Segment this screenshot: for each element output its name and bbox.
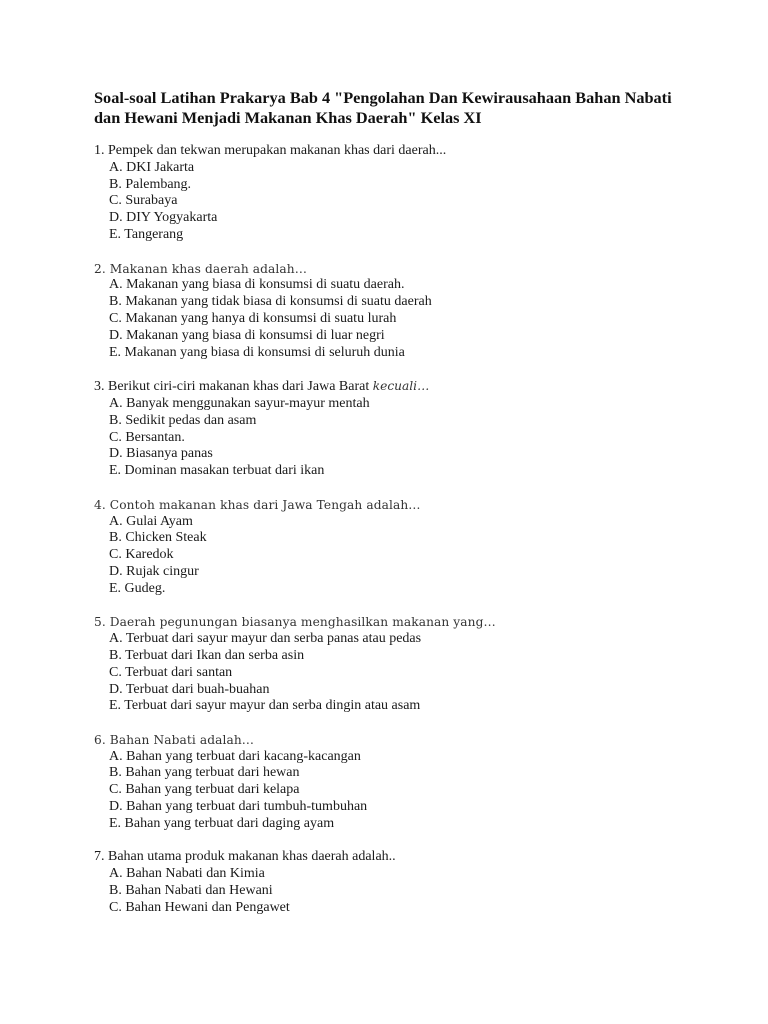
answer-option: E. Bahan yang terbuat dari daging ayam	[109, 815, 335, 831]
answer-options	[94, 749, 684, 833]
answer-options	[94, 396, 684, 480]
answer-options	[94, 160, 684, 244]
question-3	[94, 378, 684, 480]
answer-option: E. Terbuat dari sayur mayur dan serba dingin atau asam	[109, 698, 421, 714]
question-text: 1. Pempek dan tekwan merupakan makanan khas dari daerah...	[94, 143, 447, 158]
answer-options	[94, 866, 684, 916]
answer-option: E. Makanan yang biasa di konsumsi di seluruh dunia	[109, 344, 405, 360]
answer-option: D. Biasanya panas	[109, 446, 213, 462]
answer-option: C. Terbuat dari santan	[109, 664, 233, 680]
answer-options	[94, 277, 684, 361]
answer-option: C. Karedok	[109, 547, 174, 563]
answer-option: E. Tangerang	[109, 226, 184, 242]
answer-option: B. Makanan yang tidak biasa di konsumsi di suatu daerah	[109, 294, 432, 310]
answer-options	[94, 514, 684, 598]
question-emphasis: kecuali…	[372, 379, 430, 394]
answer-option: E. Dominan masakan terbuat dari ikan	[109, 463, 325, 479]
question-7	[94, 849, 684, 916]
question-1	[94, 143, 684, 244]
answer-option: B. Bahan yang terbuat dari hewan	[109, 765, 300, 781]
answer-option: A. DKI Jakarta	[109, 159, 195, 175]
question-text: 3. Berikut ciri-ciri makanan khas dari Jawa Barat	[94, 379, 373, 395]
answer-option: C. Surabaya	[109, 193, 178, 209]
question-6	[94, 732, 684, 833]
question-text: 7. Bahan utama produk makanan khas daerah adalah..	[94, 849, 396, 865]
answer-option: B. Sedikit pedas dan asam	[109, 412, 257, 428]
answer-option: B. Chicken Steak	[109, 530, 207, 546]
answer-option: A. Bahan yang terbuat dari kacang-kacangan	[109, 748, 361, 764]
answer-option: A. Gulai Ayam	[109, 513, 193, 529]
question-text: 2. Makanan khas daerah adalah…	[94, 261, 307, 276]
answer-option: A. Bahan Nabati dan Kimia	[109, 866, 265, 882]
answer-option: C. Bahan yang terbuat dari kelapa	[109, 782, 300, 798]
answer-option: D. Terbuat dari buah-buahan	[109, 681, 270, 697]
question-5	[94, 614, 684, 715]
answer-option: B. Palembang.	[109, 176, 192, 192]
answer-option: C. Makanan yang hanya di konsumsi di suatu lurah	[109, 310, 397, 326]
question-2	[94, 261, 684, 362]
answer-option: A. Banyak menggunakan sayur-mayur mentah	[109, 395, 370, 411]
document-page	[94, 88, 684, 933]
answer-option: A. Terbuat dari sayur mayur dan serba panas atau pedas	[109, 631, 422, 647]
question-text: 5. Daerah pegunungan biasanya menghasilkan makanan yang…	[94, 615, 496, 630]
answer-option: D. Bahan yang terbuat dari tumbuh-tumbuhan	[109, 799, 368, 815]
question-4	[94, 497, 684, 598]
answer-option: A. Makanan yang biasa di konsumsi di suatu daerah.	[109, 277, 405, 293]
answer-option: B. Terbuat dari Ikan dan serba asin	[109, 647, 305, 663]
answer-option: D. DIY Yogyakarta	[109, 210, 218, 226]
answer-option: B. Bahan Nabati dan Hewani	[109, 883, 273, 899]
answer-options	[94, 631, 684, 715]
answer-option: D. Rujak cingur	[109, 563, 199, 579]
question-text-line	[94, 378, 684, 396]
answer-option: E. Gudeg.	[109, 580, 166, 596]
answer-option: D. Makanan yang biasa di konsumsi di luar negri	[109, 327, 385, 343]
question-text: 6. Bahan Nabati adalah…	[94, 732, 255, 747]
document-title: Soal-soal Latihan Prakarya Bab 4 "Pengolahan Dan Kewirausahaan Bahan Nabati dan Hewani Menjadi Makanan Khas Daerah" Kelas XI	[94, 88, 672, 127]
answer-option: C. Bersantan.	[109, 429, 185, 445]
question-text: 4. Contoh makanan khas dari Jawa Tengah adalah…	[94, 497, 421, 512]
answer-option: C. Bahan Hewani dan Pengawet	[109, 899, 290, 915]
